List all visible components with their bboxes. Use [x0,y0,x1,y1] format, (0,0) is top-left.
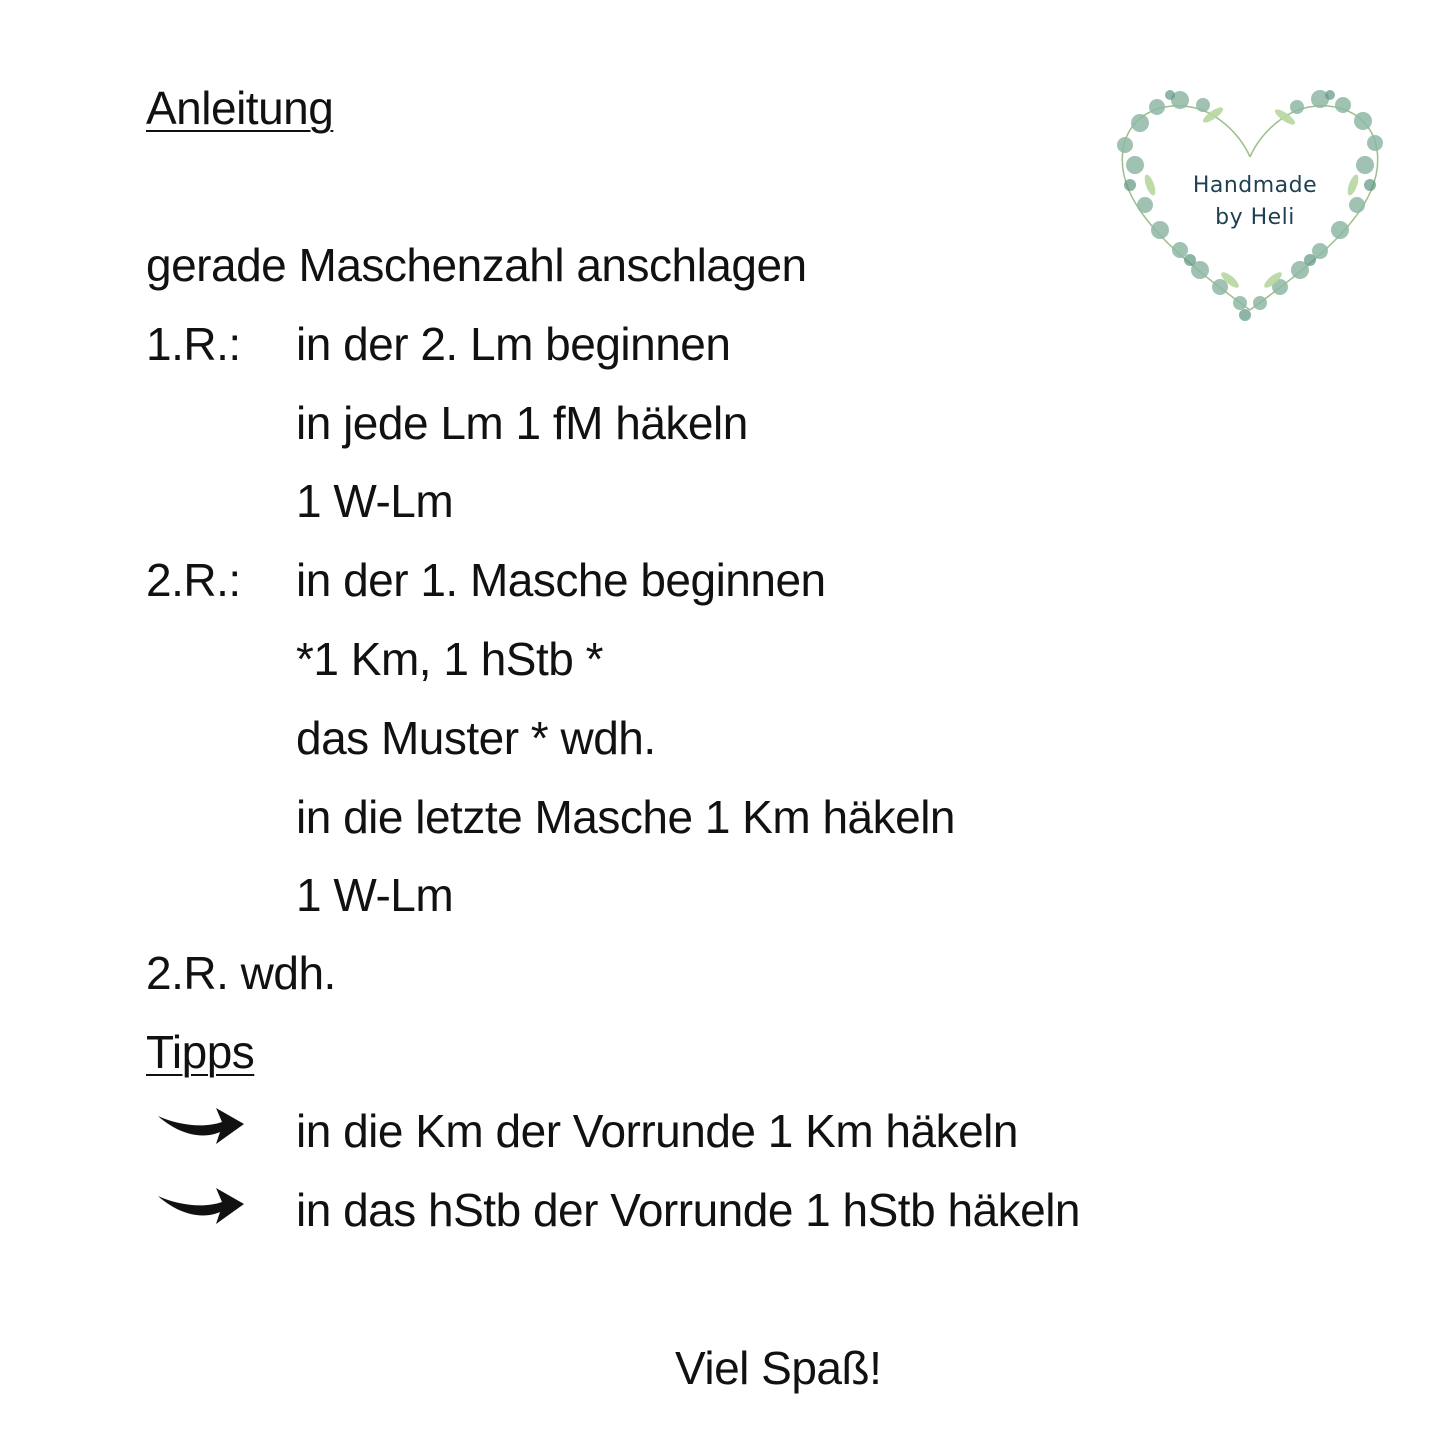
row-1-label: 1.R.: [146,318,241,370]
logo-line-2: by Heli [1215,205,1295,230]
row-1-step-1: in der 2. Lm beginnen [296,318,731,370]
closing-text: Viel Spaß! [675,1342,882,1394]
eucalyptus-heart-wreath-icon [1095,65,1405,335]
tip-2-text: in das hStb der Vorrunde 1 hStb häkeln [296,1184,1081,1236]
page-title: Anleitung [146,82,334,134]
arrow-right-icon [150,1180,250,1230]
tip-1-text: in die Km der Vorrunde 1 Km häkeln [296,1105,1018,1157]
logo-line-1: Handmade [1192,173,1318,198]
row-2-step-5: 1 W-Lm [296,869,454,921]
row-2-step-1: in der 1. Masche beginnen [296,554,826,606]
row-2-step-2: *1 Km, 1 hStb * [296,633,603,685]
repeat-text: 2.R. wdh. [146,947,336,999]
row-1-step-2: in jede Lm 1 fM häkeln [296,397,748,449]
row-2-label: 2.R.: [146,554,241,606]
row-2-step-4: in die letzte Masche 1 Km häkeln [296,791,956,843]
tips-heading: Tipps [146,1026,255,1078]
intro-text: gerade Maschenzahl anschlagen [146,239,807,291]
row-2-step-3: das Muster * wdh. [296,712,656,764]
arrow-right-icon [150,1100,250,1150]
row-1-step-3: 1 W-Lm [296,475,454,527]
